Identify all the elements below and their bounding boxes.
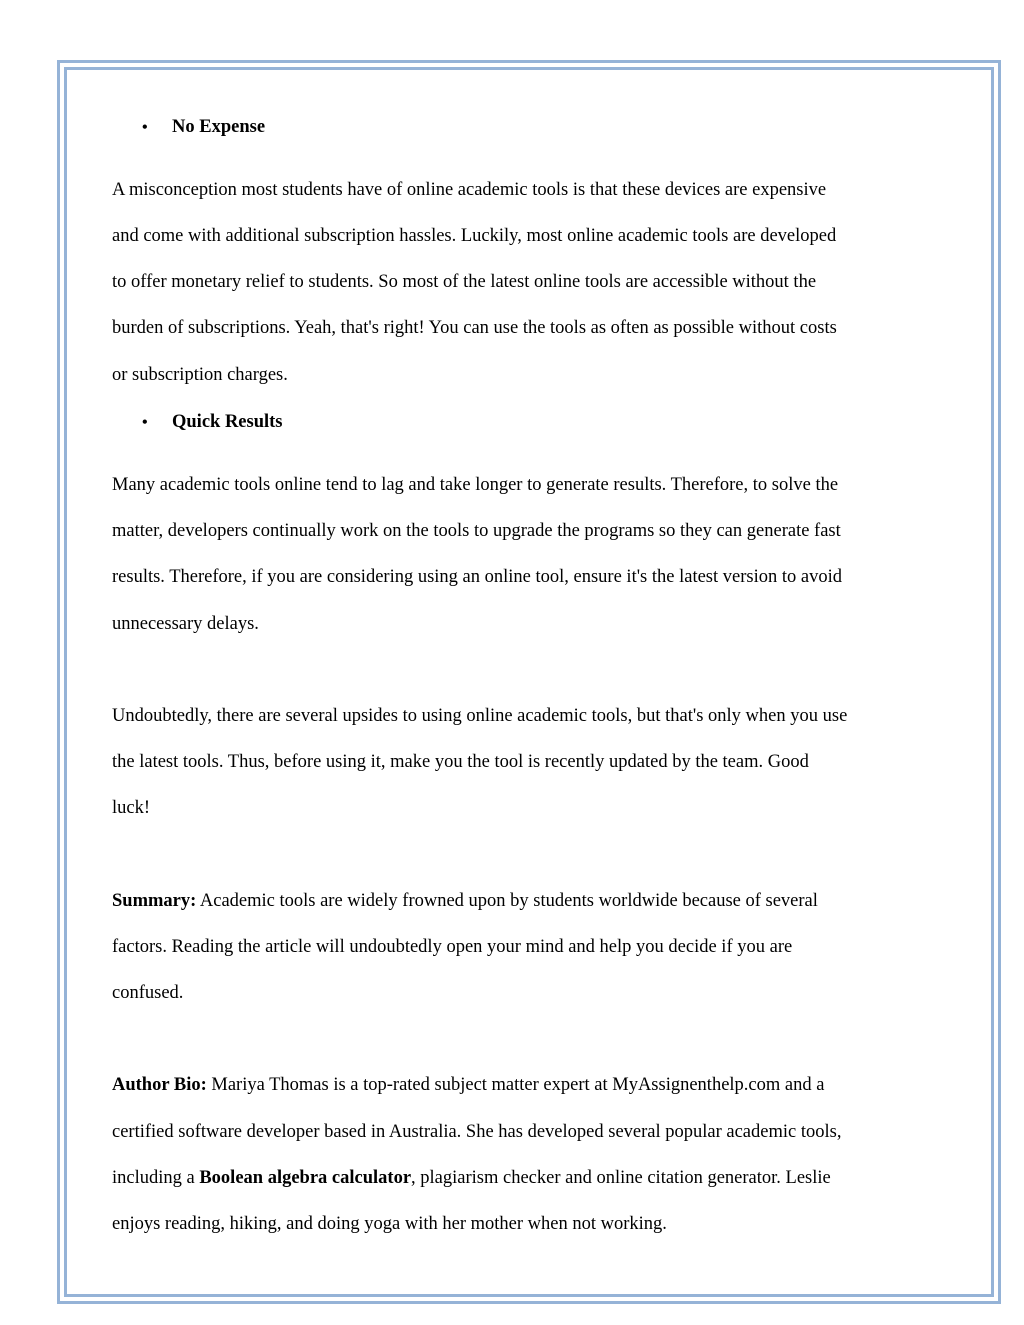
paragraph-line: matter, developers continually work on the tools to upgrade the programs so they can generate fast: [112, 521, 841, 541]
page-border-inner: [64, 67, 994, 1297]
bullet-icon: •: [142, 414, 148, 431]
boolean-calculator-link[interactable]: Boolean algebra calculator: [199, 1168, 412, 1188]
paragraph-line: unnecessary delays.: [112, 614, 259, 634]
author-bio-label: Author Bio:: [112, 1075, 207, 1095]
paragraph-line: enjoys reading, hiking, and doing yoga with her mother when not working.: [112, 1214, 667, 1234]
summary-line: [112, 890, 818, 912]
heading-quick-results: [142, 411, 283, 434]
paragraph-line: Undoubtedly, there are several upsides to using online academic tools, but that's only when you use: [112, 706, 848, 726]
paragraph-line: results. Therefore, if you are considering using an online tool, ensure it's the latest version to avoid: [112, 567, 842, 587]
heading-text: No Expense: [172, 117, 266, 137]
author-bio-line: [112, 1074, 824, 1096]
paragraph-line: Many academic tools online tend to lag and take longer to generate results. Therefore, to solve the: [112, 475, 839, 495]
summary-label: Summary:: [112, 891, 197, 911]
author-bio-line: [112, 1167, 831, 1189]
paragraph-line: factors. Reading the article will undoubtedly open your mind and help you decide if you are: [112, 937, 793, 957]
author-bio-text: Mariya Thomas is a top-rated subject matter expert at MyAssignenthelp.com and a: [206, 1075, 825, 1095]
bullet-icon: •: [142, 119, 148, 136]
paragraph-line: A misconception most students have of online academic tools is that these devices are expensive: [112, 180, 827, 200]
paragraph-line: luck!: [112, 798, 151, 818]
paragraph-line: certified software developer based in Australia. She has developed several popular academic tools,: [112, 1122, 842, 1142]
summary-text: Academic tools are widely frowned upon by students worldwide because of several: [196, 891, 818, 911]
paragraph-line: to offer monetary relief to students. So most of the latest online tools are accessible without the: [112, 272, 817, 292]
heading-no-expense: [142, 116, 265, 139]
heading-text: Quick Results: [172, 412, 283, 432]
paragraph-line: and come with additional subscription hassles. Luckily, most online academic tools are developed: [112, 226, 837, 246]
author-bio-text: including a: [112, 1168, 200, 1188]
paragraph-line: burden of subscriptions. Yeah, that's right! You can use the tools as often as possible without costs: [112, 318, 837, 338]
paragraph-line: confused.: [112, 983, 184, 1003]
paragraph-line: or subscription charges.: [112, 365, 288, 385]
paragraph-line: the latest tools. Thus, before using it, make you the tool is recently updated by the team. Good: [112, 752, 809, 772]
author-bio-text: , plagiarism checker and online citation generator. Leslie: [411, 1168, 831, 1188]
